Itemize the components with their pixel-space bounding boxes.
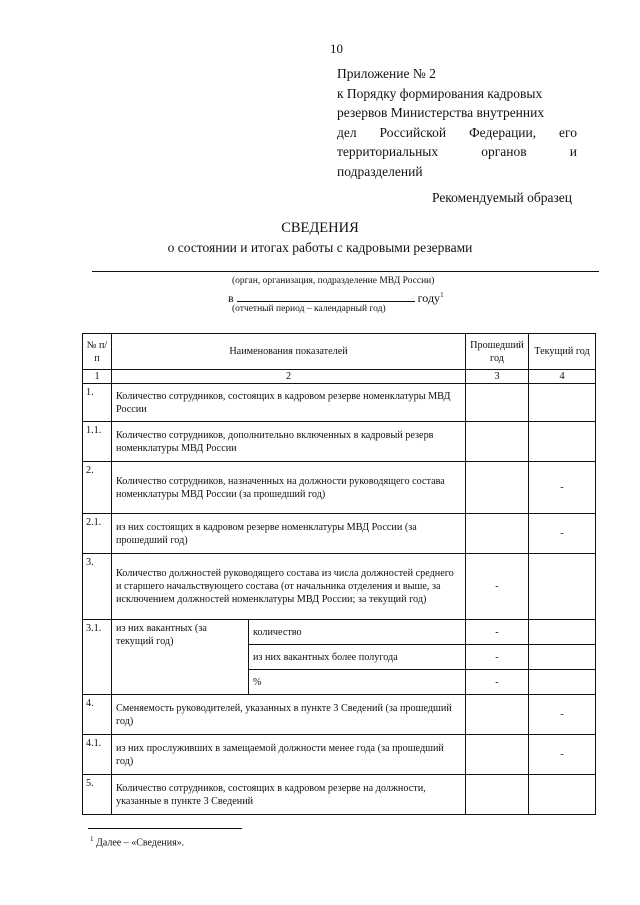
table-row [83, 384, 596, 422]
table-row [83, 554, 596, 620]
table-row [83, 462, 596, 514]
appendix-line-1: Приложение № 2 [337, 66, 436, 81]
row-prev: - [466, 620, 529, 645]
row-name: из них состоящих в кадровом резерве номенклатуры МВД России (за прошедший год) [112, 514, 466, 554]
row-name: Количество сотрудников, состоящих в кадровом резерве на должности, указанные в пункте 3 Сведений [112, 775, 466, 815]
table-row [83, 775, 596, 815]
footnote-separator [88, 828, 242, 829]
indicators-table [82, 333, 596, 815]
row-name: Сменяемость руководителей, указанных в пункте 3 Сведений (за прошедший год) [112, 695, 466, 735]
row-prev [466, 422, 529, 462]
row-prev: - [466, 554, 529, 620]
col-number-1: 1 [83, 370, 112, 384]
row-num: 1.1. [83, 422, 112, 462]
row-prev [466, 735, 529, 775]
page-number: 10 [330, 41, 343, 56]
row-name: Количество сотрудников, назначенных на должности руководящего состава номенклатуры МВД России (за прошедший год) [112, 462, 466, 514]
row-curr [529, 422, 596, 462]
period-prefix: в [228, 291, 234, 305]
row-num: 5. [83, 775, 112, 815]
row-prev: - [466, 670, 529, 695]
document-subtitle: о состоянии и итогах работы с кадровыми резервами [167, 240, 473, 255]
row-curr: - [529, 695, 596, 735]
row-prev [466, 775, 529, 815]
row-num: 2. [83, 462, 112, 514]
header-num: № п/п [83, 334, 112, 370]
sub-row-name: количество [249, 620, 466, 645]
row-curr: - [529, 514, 596, 554]
row-num: 2.1. [83, 514, 112, 554]
footnote-text: Далее – «Сведения». [96, 837, 185, 849]
row-curr [529, 554, 596, 620]
sub-row-name: % [249, 670, 466, 695]
row-curr [529, 620, 596, 645]
org-caption: (орган, организация, подразделение МВД России) [232, 276, 435, 286]
sub-row-name: из них вакантных более полугода [249, 645, 466, 670]
table-row [83, 695, 596, 735]
row-curr: - [529, 735, 596, 775]
table-row [83, 735, 596, 775]
column-numbers-row [83, 370, 596, 384]
row-prev [466, 514, 529, 554]
row-name: Количество сотрудников, состоящих в кадровом резерве номенклатуры МВД России [112, 384, 466, 422]
row-prev [466, 462, 529, 514]
row-prev: - [466, 645, 529, 670]
row-num: 4. [83, 695, 112, 735]
org-blank-line [92, 271, 599, 272]
row-curr [529, 384, 596, 422]
appendix-line-2: к Порядку формирования кадровых [337, 85, 543, 101]
header-name: Наименования показателей [112, 334, 466, 370]
row-num: 1. [83, 384, 112, 422]
footnote [90, 835, 184, 848]
appendix-header [337, 64, 577, 181]
header-curr: Текущий год [529, 334, 596, 370]
row-curr [529, 645, 596, 670]
row-num: 3.1. [83, 620, 112, 695]
appendix-line-5: территориальных органов и [337, 144, 577, 159]
row-prev [466, 695, 529, 735]
table-header-row [83, 334, 596, 370]
row-curr [529, 775, 596, 815]
row-curr [529, 670, 596, 695]
row-name: Количество сотрудников, дополнительно включенных в кадровый резерв номенклатуры МВД России [112, 422, 466, 462]
row-name: из них прослуживших в замещаемой должности менее года (за прошедший год) [112, 735, 466, 775]
footnote-mark: 1 [90, 835, 94, 843]
period-caption: (отчетный период – календарный год) [232, 304, 386, 314]
appendix-line-6: подразделений [337, 163, 423, 179]
period-suffix: году [417, 291, 441, 305]
table-row [83, 422, 596, 462]
recommended-sample-label: Рекомендуемый образец [431, 190, 572, 205]
period-blank [237, 291, 415, 302]
col-number-3: 3 [466, 370, 529, 384]
row-name: из них вакантных (за текущий год) [112, 620, 249, 695]
col-number-2: 2 [112, 370, 466, 384]
table-row [83, 620, 596, 645]
col-number-4: 4 [529, 370, 596, 384]
row-curr: - [529, 462, 596, 514]
row-num: 4.1. [83, 735, 112, 775]
row-prev [466, 384, 529, 422]
table-row [83, 514, 596, 554]
document-title: СВЕДЕНИЯ [281, 220, 359, 236]
row-name: Количество должностей руководящего состава из числа должностей среднего и старшего начальствующего состава (от начальника отделения и выше, за исключением должностей номенклатуры МВД России; за текущий год) [112, 554, 466, 620]
row-num: 3. [83, 554, 112, 620]
appendix-line-4: дел Российской Федерации, его [337, 124, 577, 140]
appendix-line-3: резервов Министерства внутренних [337, 105, 545, 120]
header-prev: Прошедший год [466, 334, 529, 370]
period-footnote-mark: 1 [440, 291, 444, 299]
